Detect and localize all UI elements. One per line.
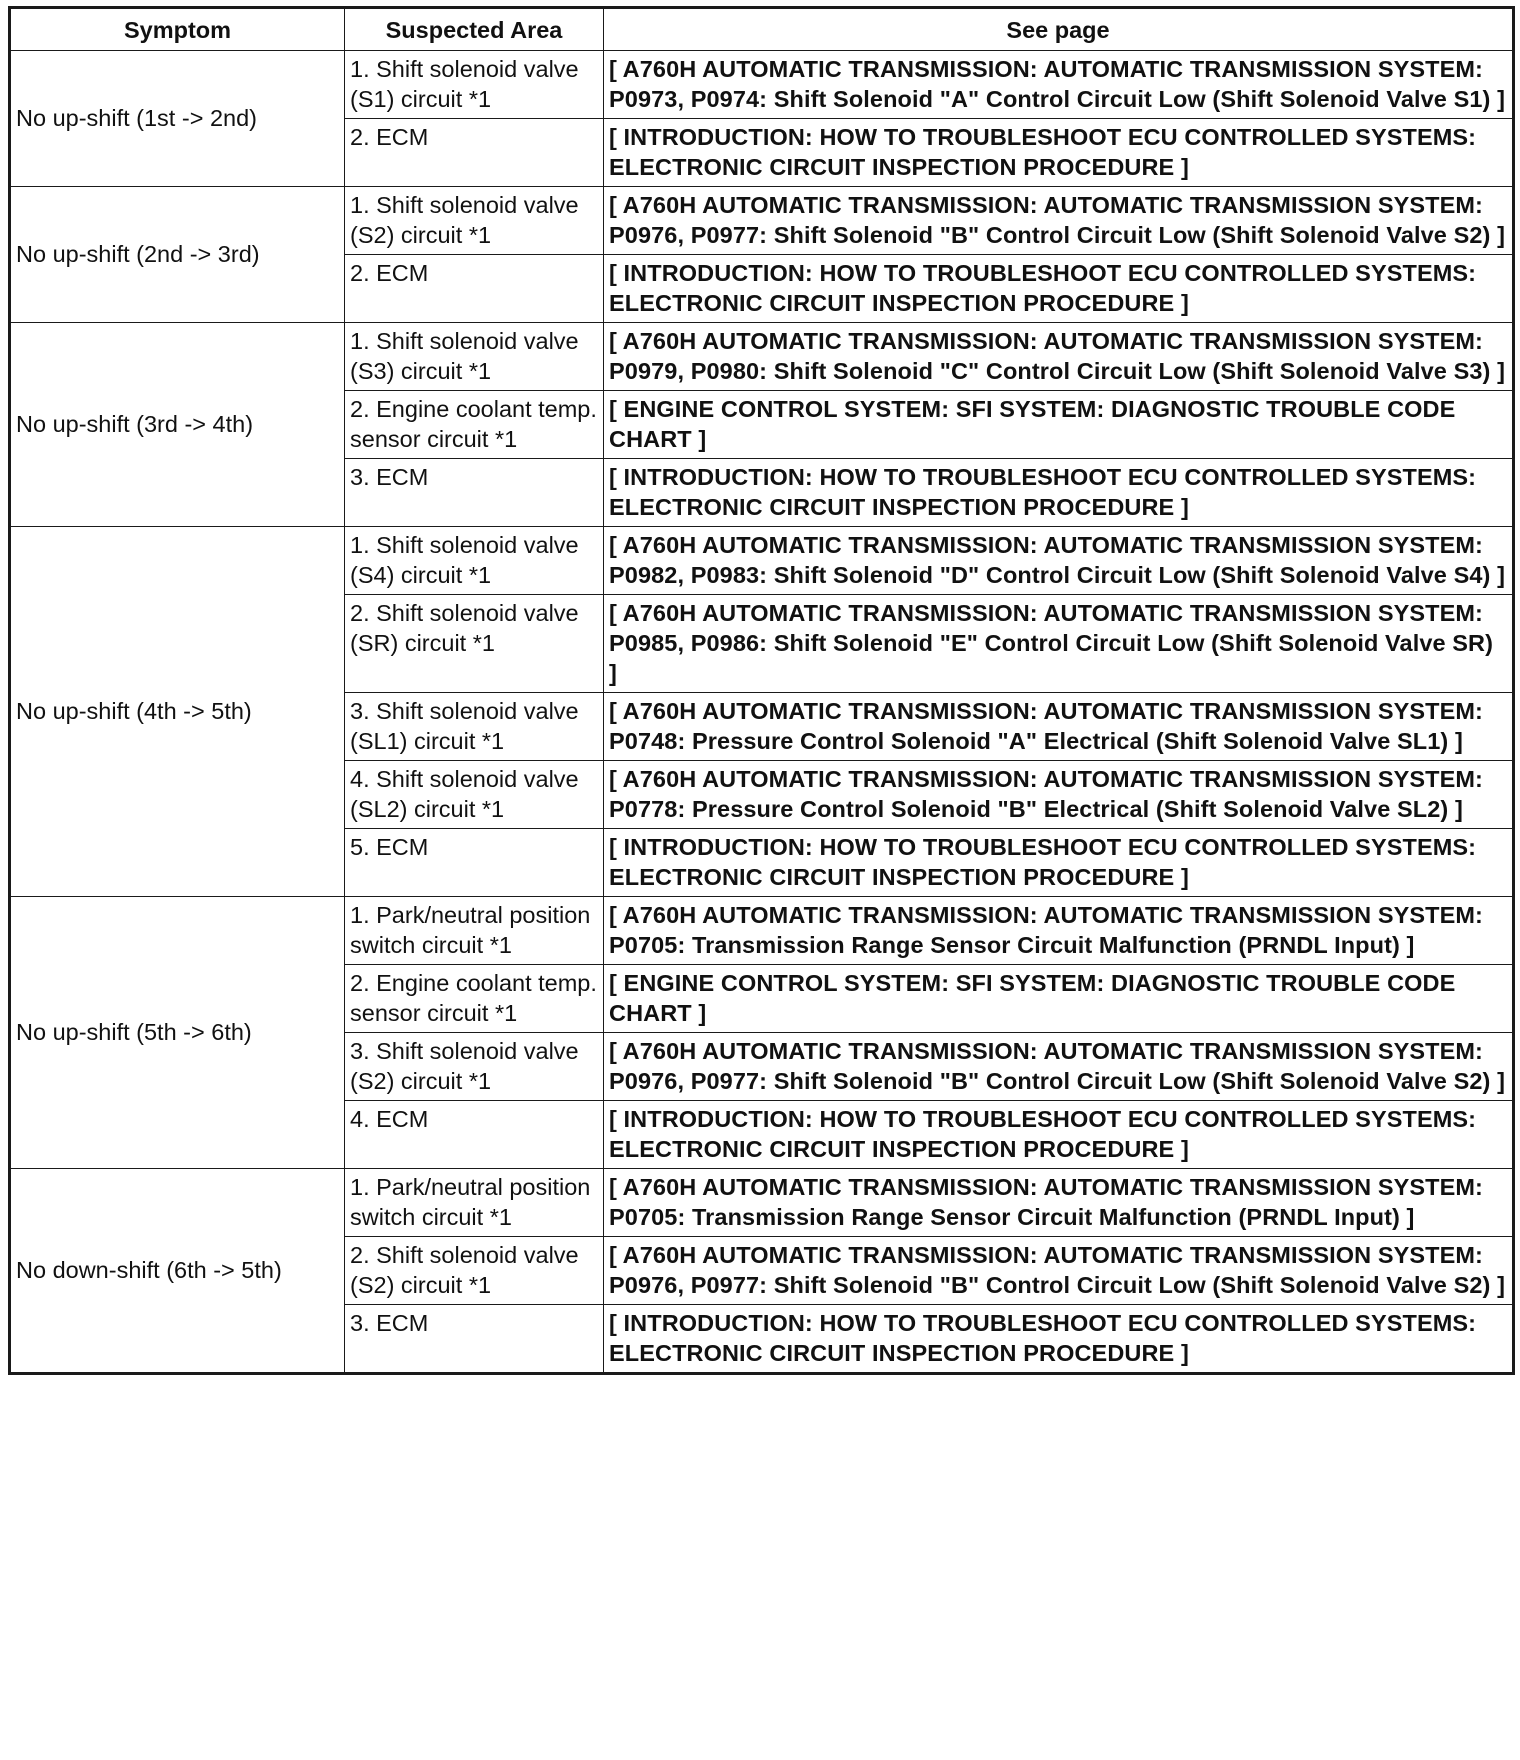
see-page-link[interactable]: [ INTRODUCTION: HOW TO TROUBLESHOOT ECU CONTROLLED SYSTEMS: ELECTRONIC CIRCUIT INSPECTION PROCEDURE ] bbox=[604, 829, 1514, 897]
suspected-area-cell: 1. Park/neutral position switch circuit *1 bbox=[345, 1169, 604, 1237]
suspected-area-cell: 1. Shift solenoid valve (S1) circuit *1 bbox=[345, 51, 604, 119]
see-page-link[interactable]: [ A760H AUTOMATIC TRANSMISSION: AUTOMATIC TRANSMISSION SYSTEM: P0778: Pressure Control Solenoid "B" Electrical (Shift Solenoid Valve SL2) ] bbox=[604, 761, 1514, 829]
suspected-area-cell: 4. Shift solenoid valve (SL2) circuit *1 bbox=[345, 761, 604, 829]
suspected-area-cell: 5. ECM bbox=[345, 829, 604, 897]
symptom-cell: No up-shift (5th -> 6th) bbox=[10, 897, 345, 1169]
see-page-link[interactable]: [ A760H AUTOMATIC TRANSMISSION: AUTOMATIC TRANSMISSION SYSTEM: P0985, P0986: Shift Solenoid "E" Control Circuit Low (Shift Solenoid Valve SR) ] bbox=[604, 595, 1514, 693]
suspected-area-cell: 2. Engine coolant temp. sensor circuit *1 bbox=[345, 965, 604, 1033]
see-page-link[interactable]: [ A760H AUTOMATIC TRANSMISSION: AUTOMATIC TRANSMISSION SYSTEM: P0982, P0983: Shift Solenoid "D" Control Circuit Low (Shift Solenoid Valve S4) ] bbox=[604, 527, 1514, 595]
see-page-link[interactable]: [ A760H AUTOMATIC TRANSMISSION: AUTOMATIC TRANSMISSION SYSTEM: P0979, P0980: Shift Solenoid "C" Control Circuit Low (Shift Solenoid Valve S3) ] bbox=[604, 323, 1514, 391]
header-suspected-area: Suspected Area bbox=[345, 8, 604, 51]
suspected-area-cell: 1. Park/neutral position switch circuit *1 bbox=[345, 897, 604, 965]
see-page-link[interactable]: [ A760H AUTOMATIC TRANSMISSION: AUTOMATIC TRANSMISSION SYSTEM: P0705: Transmission Range Sensor Circuit Malfunction (PRNDL Input) ] bbox=[604, 1169, 1514, 1237]
header-symptom: Symptom bbox=[10, 8, 345, 51]
page bbox=[8, 6, 1512, 1375]
see-page-link[interactable]: [ A760H AUTOMATIC TRANSMISSION: AUTOMATIC TRANSMISSION SYSTEM: P0705: Transmission Range Sensor Circuit Malfunction (PRNDL Input) ] bbox=[604, 897, 1514, 965]
symptom-cell: No down-shift (6th -> 5th) bbox=[10, 1169, 345, 1374]
symptom-cell: No up-shift (3rd -> 4th) bbox=[10, 323, 345, 527]
see-page-link[interactable]: [ A760H AUTOMATIC TRANSMISSION: AUTOMATIC TRANSMISSION SYSTEM: P0748: Pressure Control Solenoid "A" Electrical (Shift Solenoid Valve SL1) ] bbox=[604, 693, 1514, 761]
suspected-area-cell: 3. Shift solenoid valve (SL1) circuit *1 bbox=[345, 693, 604, 761]
table-row bbox=[10, 51, 1514, 119]
suspected-area-cell: 1. Shift solenoid valve (S4) circuit *1 bbox=[345, 527, 604, 595]
suspected-area-cell: 2. Engine coolant temp. sensor circuit *1 bbox=[345, 391, 604, 459]
suspected-area-cell: 2. Shift solenoid valve (SR) circuit *1 bbox=[345, 595, 604, 693]
table-row bbox=[10, 527, 1514, 595]
symptom-cell: No up-shift (2nd -> 3rd) bbox=[10, 187, 345, 323]
table-row bbox=[10, 1169, 1514, 1237]
see-page-link[interactable]: [ ENGINE CONTROL SYSTEM: SFI SYSTEM: DIAGNOSTIC TROUBLE CODE CHART ] bbox=[604, 965, 1514, 1033]
see-page-link[interactable]: [ ENGINE CONTROL SYSTEM: SFI SYSTEM: DIAGNOSTIC TROUBLE CODE CHART ] bbox=[604, 391, 1514, 459]
suspected-area-cell: 1. Shift solenoid valve (S2) circuit *1 bbox=[345, 187, 604, 255]
see-page-link[interactable]: [ INTRODUCTION: HOW TO TROUBLESHOOT ECU CONTROLLED SYSTEMS: ELECTRONIC CIRCUIT INSPECTION PROCEDURE ] bbox=[604, 1305, 1514, 1374]
table-row bbox=[10, 323, 1514, 391]
see-page-link[interactable]: [ INTRODUCTION: HOW TO TROUBLESHOOT ECU CONTROLLED SYSTEMS: ELECTRONIC CIRCUIT INSPECTION PROCEDURE ] bbox=[604, 255, 1514, 323]
suspected-area-cell: 3. ECM bbox=[345, 459, 604, 527]
table-row bbox=[10, 187, 1514, 255]
see-page-link[interactable]: [ A760H AUTOMATIC TRANSMISSION: AUTOMATIC TRANSMISSION SYSTEM: P0976, P0977: Shift Solenoid "B" Control Circuit Low (Shift Solenoid Valve S2) ] bbox=[604, 1033, 1514, 1101]
see-page-link[interactable]: [ A760H AUTOMATIC TRANSMISSION: AUTOMATIC TRANSMISSION SYSTEM: P0973, P0974: Shift Solenoid "A" Control Circuit Low (Shift Solenoid Valve S1) ] bbox=[604, 51, 1514, 119]
suspected-area-cell: 2. ECM bbox=[345, 255, 604, 323]
header-see-page: See page bbox=[604, 8, 1514, 51]
suspected-area-cell: 3. ECM bbox=[345, 1305, 604, 1374]
table-row bbox=[10, 897, 1514, 965]
header-row bbox=[10, 8, 1514, 51]
symptom-cell: No up-shift (1st -> 2nd) bbox=[10, 51, 345, 187]
suspected-area-cell: 1. Shift solenoid valve (S3) circuit *1 bbox=[345, 323, 604, 391]
see-page-link[interactable]: [ INTRODUCTION: HOW TO TROUBLESHOOT ECU CONTROLLED SYSTEMS: ELECTRONIC CIRCUIT INSPECTION PROCEDURE ] bbox=[604, 119, 1514, 187]
symptom-cell: No up-shift (4th -> 5th) bbox=[10, 527, 345, 897]
see-page-link[interactable]: [ A760H AUTOMATIC TRANSMISSION: AUTOMATIC TRANSMISSION SYSTEM: P0976, P0977: Shift Solenoid "B" Control Circuit Low (Shift Solenoid Valve S2) ] bbox=[604, 187, 1514, 255]
see-page-link[interactable]: [ INTRODUCTION: HOW TO TROUBLESHOOT ECU CONTROLLED SYSTEMS: ELECTRONIC CIRCUIT INSPECTION PROCEDURE ] bbox=[604, 1101, 1514, 1169]
symptom-table bbox=[8, 6, 1515, 1375]
see-page-link[interactable]: [ INTRODUCTION: HOW TO TROUBLESHOOT ECU CONTROLLED SYSTEMS: ELECTRONIC CIRCUIT INSPECTION PROCEDURE ] bbox=[604, 459, 1514, 527]
see-page-link[interactable]: [ A760H AUTOMATIC TRANSMISSION: AUTOMATIC TRANSMISSION SYSTEM: P0976, P0977: Shift Solenoid "B" Control Circuit Low (Shift Solenoid Valve S2) ] bbox=[604, 1237, 1514, 1305]
suspected-area-cell: 2. Shift solenoid valve (S2) circuit *1 bbox=[345, 1237, 604, 1305]
suspected-area-cell: 3. Shift solenoid valve (S2) circuit *1 bbox=[345, 1033, 604, 1101]
suspected-area-cell: 4. ECM bbox=[345, 1101, 604, 1169]
suspected-area-cell: 2. ECM bbox=[345, 119, 604, 187]
